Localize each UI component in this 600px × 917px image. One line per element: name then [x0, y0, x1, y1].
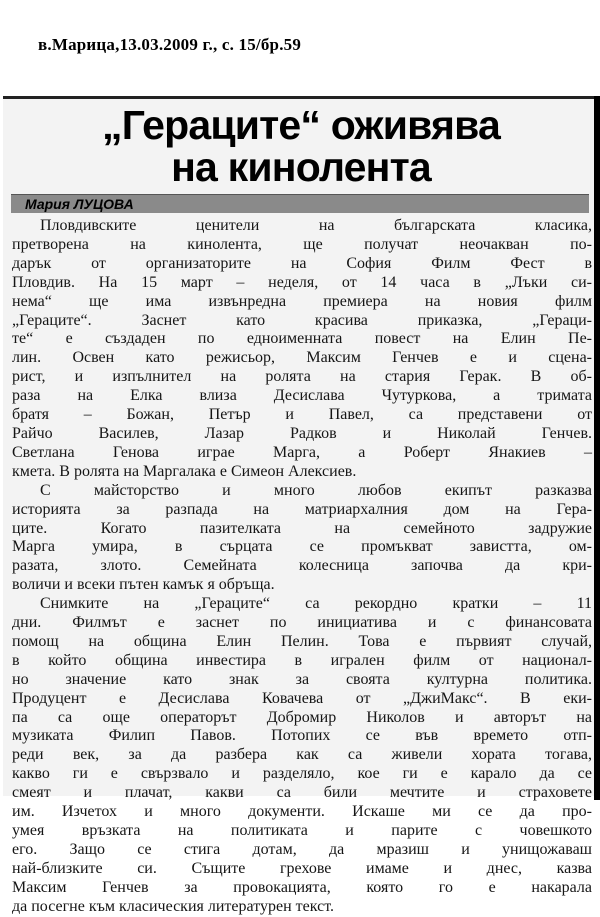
article-text-line: музиката Филип Павов. Потопих се във времето отп-: [12, 727, 592, 745]
article-headline: [11, 104, 591, 188]
author-byline: Мария ЛУЦОВА: [25, 196, 134, 212]
article-text-line: па са още операторът Добромир Николов и авторът на: [12, 708, 592, 726]
article-text-line: кмета. В ролята на Маргалака е Симеон Алексиев.: [12, 462, 357, 480]
article-text-line: дарък от организаторите на София Филм Фест в: [12, 254, 592, 272]
article-text-line: умея връзката на политиката и парите с човешкото: [12, 822, 592, 839]
article-text-line: Пловдивските ценители на българската класика,: [40, 217, 592, 234]
source-citation: в.Марица,13.03.2009 г., с. 15/бр.59: [38, 35, 302, 54]
article-text-line: Снимките на „Гераците“ са рекордно кратки – 11: [40, 595, 592, 613]
article-text-line: рист, и изпълнител на ролята на стария Герак. В об-: [12, 368, 592, 386]
article-text-line: да посегне към класическия литературен текст.: [12, 897, 334, 915]
article-text-line: нема“ ще има извънредна премиера на новия филм: [12, 292, 592, 310]
article-text-line: ците. Когато пазителката на семейното задружие: [12, 519, 592, 537]
headline-line-2: на кинолента: [171, 144, 431, 190]
article-text-line: его. Защо се стига дотам, да мразиш и унищожаваш: [12, 840, 592, 858]
article-text-line: Пловдив. На 15 март – неделя, от 14 часа в „Лъки си-: [12, 273, 592, 291]
article-text-line: Марга умира, в сърцата се промъкват завистта, ом-: [12, 538, 592, 556]
article-text-line: помощ на община Елин Пелин. Това е първият случай,: [12, 632, 592, 650]
article-text-line: те“ е създаден по едноименната повест на Елин Пе-: [12, 330, 592, 348]
article-text-line: братя – Божан, Петър и Павел, са представени от: [12, 406, 592, 424]
article-text-line: Райчо Василев, Лазар Радков и Николай Генчев.: [12, 424, 592, 442]
article-text-line: воличи и всеки пътен камък я обръща.: [12, 576, 275, 594]
article-text-line: Максим Генчев за провокацията, която го е накарала: [12, 878, 592, 896]
article-text-line: претворена на кинолента, ще получат неочакван по-: [12, 235, 592, 253]
headline-line-1: „Гераците“ оживява: [102, 102, 500, 148]
article-text-line: смеят и плачат, какви са били мечтите и страховете: [12, 784, 592, 802]
article-text-line: историята за разпада на матриархалния дом на Гера-: [12, 500, 592, 518]
article-text-line: раза на Елка влиза Десислава Чутуркова, а тримата: [12, 387, 592, 405]
article-text-line: С майсторство и много любов екипът разказва: [40, 481, 592, 499]
article-text-line: разата, злото. Семейната колесница започва да кри-: [12, 557, 592, 575]
article-text-line: Продуцент е Десислава Ковачева от „ДжиМакс“. В еки-: [12, 689, 592, 707]
article-text-line: им. Изчетох и много документи. Искаше ми се да про-: [12, 803, 592, 821]
article-body: [12, 217, 592, 917]
article-text-line: в който община инвестира в игрален филм от национал-: [12, 651, 592, 669]
article-text-line: какво ги е свързвало и разделяло, кое ги е карало да се: [12, 765, 592, 783]
article-text-line: „Гераците“. Заснет като красива приказка, „Гераци-: [12, 311, 592, 329]
scan-edge: [594, 96, 600, 800]
newspaper-clipping: [3, 96, 596, 915]
byline-bar: [11, 194, 589, 213]
article-text-line: лин. Освен като режисьор, Максим Генчев е и сцена-: [12, 349, 592, 367]
article-text-line: Светлана Генова играе Марга, а Роберт Янакиев –: [12, 443, 592, 461]
article-text-line: най-близките си. Същите грехове имаме и днес, казва: [12, 859, 592, 877]
article-text-line: но значение като знак за своята културна политика.: [12, 670, 592, 688]
article-text-line: дни. Филмът е заснет по инициатива и с финансовата: [12, 614, 592, 632]
article-text-line: реди век, за да разбера как са живели хората тогава,: [12, 746, 592, 764]
